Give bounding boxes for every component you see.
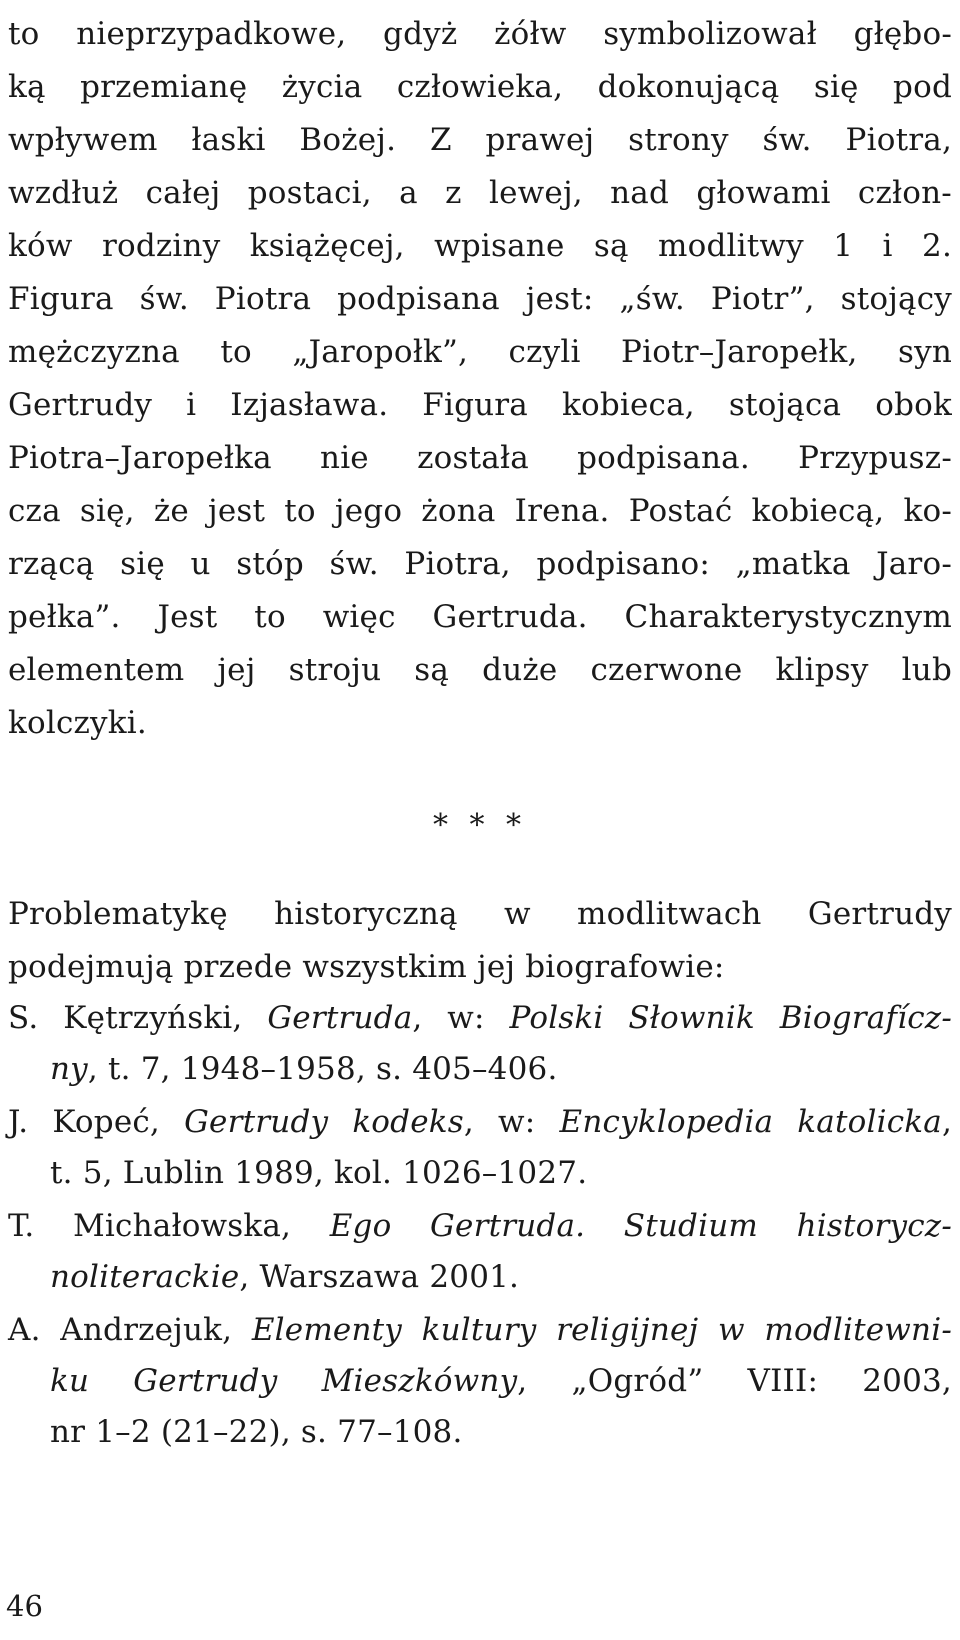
entry-line — [8, 1201, 952, 1252]
book-page — [8, 8, 952, 1450]
main-paragraph — [8, 8, 952, 750]
entry-line — [8, 1148, 952, 1199]
bibliography-list — [8, 993, 952, 1458]
entry-text: nr 1–2 (21–22), s. 77–108. — [50, 1414, 463, 1450]
paragraph-line: Gertrudy i Izjasława. Figura kobieca, stojąca obok — [8, 387, 952, 423]
entry-text: , Warszawa 2001. — [239, 1259, 520, 1295]
entry-text: , t. 7, 1948–1958, s. 405–406. — [87, 1051, 558, 1087]
entry-title: Gertrudy kodeks — [184, 1104, 464, 1140]
paragraph-line: Piotra–Jaropełka nie została podpisana. Przypusz- — [8, 440, 952, 476]
entry-line — [8, 1305, 952, 1356]
entry-author: J. Kopeć, — [8, 1104, 185, 1140]
section-separator: * * * — [432, 808, 528, 843]
bibliography-intro — [8, 888, 952, 994]
paragraph-line: wpływem łaski Bożej. Z prawej strony św. Piotra, — [8, 122, 952, 158]
bibliography-entry — [8, 1305, 952, 1458]
entry-line — [8, 1252, 952, 1303]
entry-author: T. Michałowska, — [8, 1208, 330, 1244]
paragraph-line: elementem jej stroju są duże czerwone klipsy lub — [8, 652, 952, 688]
paragraph-line: ków rodziny książęcej, wpisane są modlitwy 1 i 2. — [8, 228, 952, 264]
paragraph-line: rzącą się u stóp św. Piotra, podpisano: „matka Jaro- — [8, 546, 952, 582]
bibliography-entry — [8, 1201, 952, 1303]
paragraph-line: cza się, że jest to jego żona Irena. Postać kobiecą, ko- — [8, 493, 952, 529]
entry-source: ny — [50, 1051, 88, 1087]
entry-text: , w: — [463, 1104, 560, 1140]
entry-line — [8, 993, 952, 1044]
entry-text: t. 5, Lublin 1989, kol. 1026–1027. — [50, 1155, 588, 1191]
entry-author: S. Kętrzyński, — [8, 1000, 268, 1036]
entry-line — [8, 1097, 952, 1148]
entry-text: , „Ogród” VIII: 2003, — [517, 1363, 952, 1399]
entry-text: , w: — [412, 1000, 510, 1036]
entry-line — [8, 1044, 952, 1095]
bibliography-entry — [8, 1097, 952, 1199]
intro-line: podejmują przede wszystkim jej biografowie: — [8, 949, 725, 985]
entry-text: , — [941, 1104, 952, 1140]
paragraph-line: Figura św. Piotra podpisana jest: „św. Piotr”, stojący — [8, 281, 952, 317]
entry-title: Ego Gertruda. Studium historycz- — [329, 1208, 952, 1244]
entry-title: Gertruda — [267, 1000, 413, 1036]
paragraph-line: mężczyzna to „Jaropołk”, czyli Piotr–Jaropełk, syn — [8, 334, 952, 370]
entry-source: Polski Słownik Biografícz- — [509, 1000, 952, 1036]
paragraph-line: wzdłuż całej postaci, a z lewej, nad głowami człon- — [8, 175, 952, 211]
entry-author: A. Andrzejuk, — [8, 1312, 252, 1348]
intro-line: Problematykę historyczną w modlitwach Gertrudy — [8, 896, 952, 932]
entry-line — [8, 1356, 952, 1407]
paragraph-line: kolczyki. — [8, 705, 147, 741]
entry-title: noliterackie — [50, 1259, 240, 1295]
paragraph-line: ką przemianę życia człowieka, dokonującą się pod — [8, 69, 952, 105]
bibliography-entry — [8, 993, 952, 1095]
entry-line — [8, 1407, 952, 1458]
page-number: 46 — [6, 1589, 43, 1623]
paragraph-line: to nieprzypadkowe, gdyż żółw symbolizował głębo- — [8, 16, 952, 52]
entry-title: ku Gertrudy Mieszkówny — [50, 1363, 518, 1399]
entry-source: Encyklopedia katolicka — [559, 1104, 942, 1140]
entry-title: Elementy kultury religijnej w modlitewni- — [251, 1312, 952, 1348]
paragraph-line: pełka”. Jest to więc Gertruda. Charakterystycznym — [8, 599, 952, 635]
